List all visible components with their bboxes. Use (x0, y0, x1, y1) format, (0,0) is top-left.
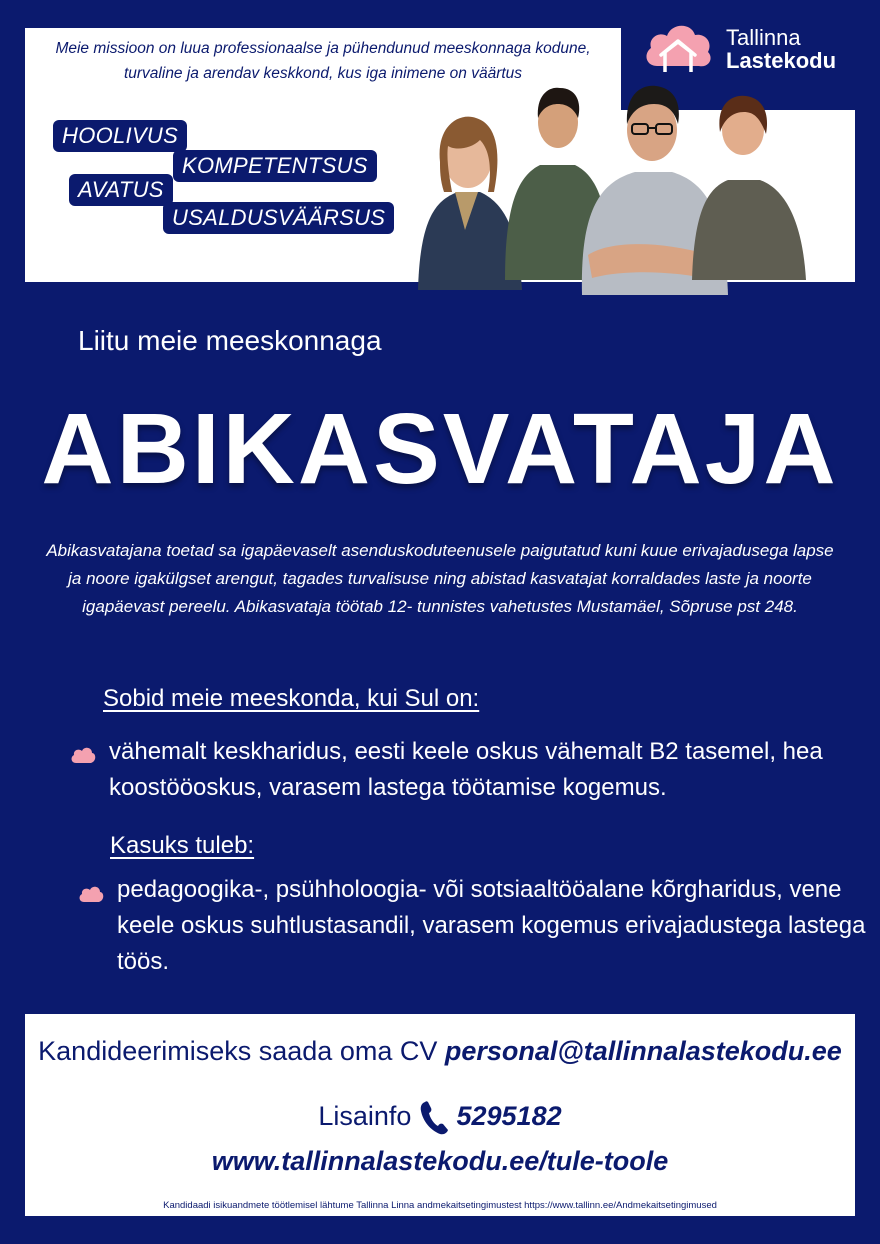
cloud-bullet-icon (70, 746, 96, 764)
person-woman-right (692, 96, 806, 280)
phone-number[interactable]: 5295182 (456, 1101, 562, 1132)
contact-panel (25, 1014, 855, 1216)
info-line (25, 1100, 855, 1136)
requirements-text: vähemalt keskharidus, eesti keele oskus vähemalt B2 tasemel, hea koostööoskus, varasem lastega töötamise kogemus. (109, 738, 823, 801)
value-tag-usaldusvaarsus: USALDUSVÄÄRSUS (163, 202, 394, 234)
phone-icon (419, 1100, 449, 1136)
logo-text (726, 26, 836, 72)
apply-prefix: Kandideerimiseks saada oma CV (38, 1036, 438, 1066)
logo (643, 18, 863, 78)
logo-line2: Lastekodu (726, 48, 837, 73)
advantages-text: pedagoogika-, psühholoogia- või sotsiaaltööalane kõrgharidus, vene keele oskus suhtlustasandil, varasem kogemus erivajadustega lastega töös. (117, 876, 866, 975)
apply-line (25, 1036, 855, 1067)
cloud-bullet-icon (78, 885, 104, 903)
advantages-heading: Kasuks tuleb: (110, 832, 255, 859)
job-title: ABIKASVATAJA (41, 393, 839, 505)
email-link[interactable]: personal@tallinnalastekodu.ee (444, 1036, 842, 1066)
join-team-text: Liitu meie meeskonnaga (78, 325, 382, 356)
team-photo (410, 80, 810, 300)
website-link[interactable]: www.tallinnalastekodu.ee/tule-toole (211, 1146, 669, 1176)
logo-line1: Tallinna (726, 25, 801, 50)
cloud-house-icon (643, 18, 713, 76)
value-tag-hoolivus: HOOLIVUS (53, 120, 187, 152)
value-tag-kompetentsus: KOMPETENTSUS (173, 150, 377, 182)
job-description: Abikasvatajana toetad sa igapäevaselt asenduskoduteenusele paigutatud kuni kuue erivajadusega lapse ja noore igakülgset arengut, tagades turvalisuse ning abistad kasvatajat korraldades laste ja noorte igapäevast pereelu. Abikasvataja töötab 12- tunnistes vahetustes Mustamäel, Sõpruse pst 248. (46, 541, 834, 616)
value-tag-avatus: AVATUS (69, 174, 173, 206)
info-label: Lisainfo (318, 1101, 412, 1132)
privacy-notice: Kandidaadi isikuandmete töötlemisel lähtume Tallinna Linna andmekaitsetingimustest https://www.tallinn.ee/Andmekaitsetingimused (163, 1200, 717, 1211)
requirements-heading: Sobid meie meeskonda, kui Sul on: (103, 685, 480, 712)
mission-statement: Meie missioon on luua professionaalse ja pühendunud meeskonnaga kodune, turvaline ja arendav keskkond, kus iga inimene on väärtus (55, 40, 591, 82)
